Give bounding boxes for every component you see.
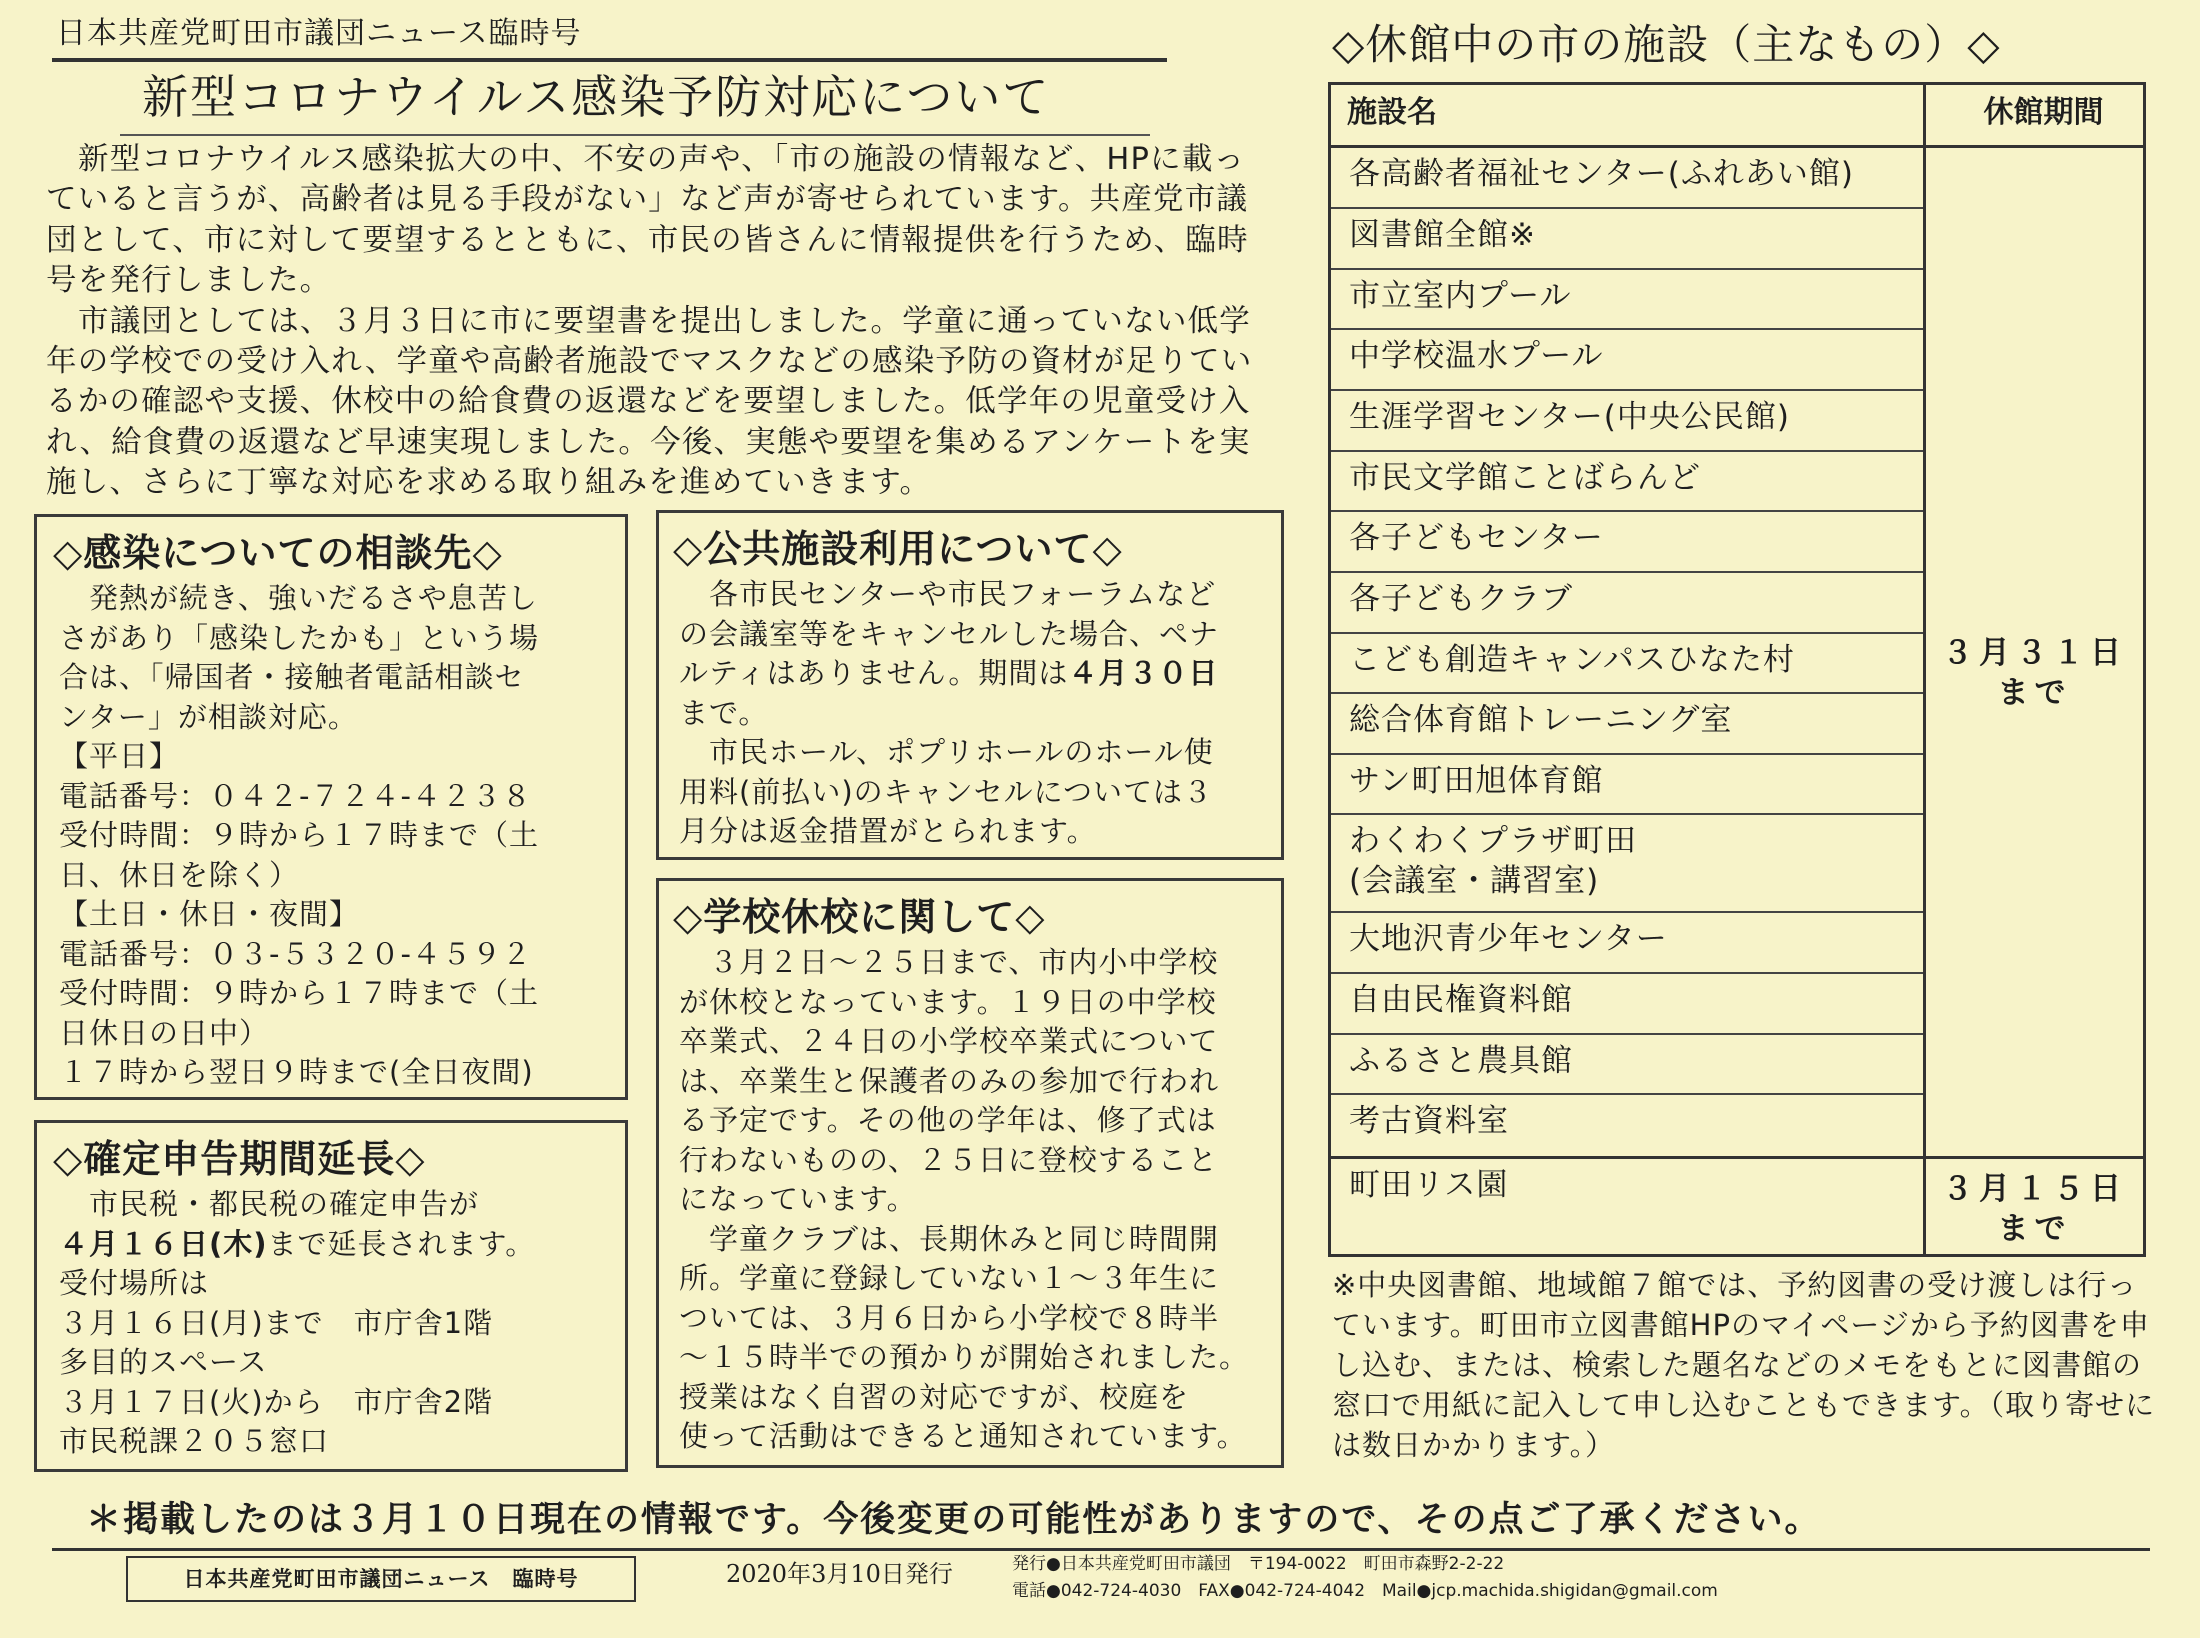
consultation-line: 【平日】 [59, 739, 180, 773]
facility-use-deadline: ４月３０日 [1068, 656, 1219, 690]
info-date-notice: ＊掲載したのは３月１０日現在の情報です。今後変更の可能性がありますので、その点ご了承ください。 [86, 1500, 1822, 1540]
table-row [1331, 815, 1923, 913]
group-separator [1923, 1156, 2143, 1159]
consultation-line: 日、休日を除く） [59, 857, 300, 892]
table-row [1331, 1095, 1923, 1156]
consultation-line: 発熱が続き、強いだるさや息苦し [59, 581, 538, 615]
tax-line: 多目的スペース [59, 1345, 268, 1379]
table-row [1331, 634, 1923, 694]
table-header [1331, 85, 2143, 148]
title-underline [120, 134, 1150, 136]
facility-use-line: 市民ホール、ポプリホールのホール使 [679, 735, 1214, 769]
facility-name: ふるさと農具館 [1349, 1043, 1573, 1079]
issue-title: 日本共産党町田市議団ニュース臨時号 [56, 16, 582, 51]
table-row [1331, 974, 1923, 1035]
facility-name: 生涯学習センター(中央公民館) [1349, 399, 1790, 435]
table-row [1331, 755, 1923, 815]
intro-text [46, 140, 1271, 504]
consultation-title: ◇感染についての相談先◇ [53, 531, 503, 575]
facility-name: サン町田旭体育館 [1349, 763, 1604, 799]
contact-address: 発行●日本共産党町田市議団 〒194-0022 町田市森野2-2-22 [1012, 1554, 1505, 1574]
school-line: 学童クラブは、長期休みと同じ時間開 [679, 1221, 1220, 1256]
facility-name: 中学校温水プール [1349, 338, 1604, 374]
consultation-line: さがあり「感染したかも」という場 [59, 620, 540, 655]
facility-use-line: の会議室等をキャンセルした場合、ペナ [679, 616, 1220, 651]
page-title: 新型コロナウイルス感染予防対応について [142, 70, 1051, 124]
table-row [1331, 452, 1923, 512]
tax-line: ３月１７日(火)から 市庁舎2階 [59, 1384, 494, 1419]
tax-line: 市民税課２０５窓口 [59, 1424, 330, 1458]
table-row [1331, 391, 1923, 452]
facility-name: 各子どもクラブ [1349, 581, 1573, 617]
school-line: 行わないものの、２５日に登校すること [679, 1142, 1218, 1177]
tax-title: ◇確定申告期間延長◇ [53, 1137, 426, 1181]
school-line: 使って活動はできると通知されています。 [679, 1419, 1247, 1453]
facility-name: 総合体育館トレーニング室 [1349, 702, 1733, 738]
tax-line: 市民税・都民税の確定申告が [59, 1187, 480, 1221]
intro-paragraph: 市議団としては、３月３日に市に要望書を提出しました。学童に通っていない低学年の学校での受け入れ、学童や高齢者施設でマスクなどの感染予防の資材が足りているかの確認や支援、休校中の給食費の返還などを要望しました。低学年の児童受け入れ、給食費の返還など早速実現しました。今後、実態や要望を集めるアンケートを実施し、さらに丁寧な対応を求める取り組みを進めていきます。 [46, 303, 1253, 501]
facility-name: 自由民権資料館 [1349, 982, 1573, 1018]
issue-date: 2020年3月10日発行 [726, 1560, 953, 1588]
facility-use-period-line [679, 654, 1265, 694]
table-row [1331, 694, 1923, 755]
facility-use-line: 用料(前払い)のキャンセルについては３ [679, 774, 1214, 809]
facility-name: 町田リス園 [1349, 1167, 1509, 1203]
tax-deadline-rest: まで延長されます。 [267, 1226, 536, 1261]
tax-box [34, 1120, 628, 1472]
closure-period-march-31: ３月３１日 まで [1942, 635, 2127, 711]
school-line: ３月２日～２５日まで、市内小中学校 [679, 945, 1219, 979]
facility-name: 市立室内プール [1349, 278, 1572, 314]
table-row [1331, 209, 1923, 270]
table-row [1331, 1035, 1923, 1095]
library-note: ※中央図書館、地域館７館では、予約図書の受け渡しは行っています。町田市立図書館HPのマイページから予約図書を申し込む、または、検索した題名などのメモをもとに図書館の窓口で用紙に記入して申し込むこともできます。（取り寄せには数日かかります。） [1332, 1268, 2156, 1462]
intro-paragraph: 新型コロナウイルス感染拡大の中、不安の声や、「市の施設の情報など、HPに載っていると言うが、高齢者は見る手段がない」など声が寄せられています。共産党市議団として、市に対して要望するとともに、市民の皆さんに情報提供を行うため、臨時号を発行しました。 [46, 142, 1249, 299]
school-line: ～１５時半での預かりが開始されました。 [679, 1340, 1250, 1374]
table-row [1331, 913, 1923, 974]
school-line: が休校となっています。１９日の中学校 [679, 984, 1217, 1019]
tax-line: ３月１６日(月)まで 市庁舎1階 [59, 1305, 494, 1340]
facility-name: わくわくプラザ町田 (会議室・講習室) [1349, 823, 1637, 899]
consultation-line: 電話番号：０３-５３２０-４５９２ [59, 936, 532, 971]
facility-name: 図書館全館※ [1349, 217, 1536, 253]
consultation-line: 受付時間：９時から１７時まで（土 [59, 976, 540, 1010]
facility-use-box [656, 510, 1284, 860]
school-line: 授業はなく自習の対応ですが、校庭を [679, 1379, 1190, 1414]
consultation-line: 日休日の日中） [59, 1015, 270, 1050]
closure-period-march-15: ３月１５日 まで [1942, 1171, 2127, 1247]
column-header-name: 施設名 [1347, 95, 1437, 130]
facility-name: 市民文学館ことばらんど [1349, 460, 1701, 496]
table-row [1331, 330, 1923, 391]
facility-use-line: 月分は返金措置がとられます。 [679, 814, 1097, 848]
table-row [1331, 573, 1923, 634]
table-row [1331, 1159, 1923, 1255]
table-row [1331, 512, 1923, 573]
facility-name: 各子どもセンター [1349, 520, 1604, 556]
school-line: 所。学童に登録していない１～３年生に [679, 1261, 1220, 1295]
contact-info [1012, 1551, 1718, 1605]
facility-use-line-pre: ルティはありません。期間は [679, 656, 1069, 690]
column-header-period: 休館期間 [1983, 95, 2104, 130]
table-row [1331, 148, 1923, 209]
consultation-line: 受付時間：９時から１７時まで（土 [59, 818, 540, 852]
facility-name: 大地沢青少年センター [1349, 921, 1668, 957]
tax-deadline: ４月１６日(木) [59, 1226, 268, 1261]
facility-name: 各高齢者福祉センター(ふれあい館) [1349, 156, 1854, 192]
contact-phone-mail: 電話●042-724-4030 FAX●042-724-4042 Mail●jcp.machida.shigidan@gmail.com [1012, 1581, 1718, 1601]
header-rule [52, 58, 1167, 62]
consultation-box [34, 514, 628, 1100]
school-line: は、卒業生と保護者のみの参加で行われ [679, 1063, 1220, 1098]
facilities-title: ◇休館中の市の施設（主なもの）◇ [1332, 20, 2001, 69]
facility-name: 考古資料室 [1349, 1103, 1509, 1139]
consultation-line: ンター」が相談対応。 [59, 699, 358, 734]
publication-name: 日本共産党町田市議団ニュース 臨時号 [126, 1556, 636, 1602]
school-closure-title: ◇学校休校に関して◇ [673, 895, 1046, 939]
consultation-line: １７時から翌日９時まで(全日夜間) [59, 1055, 534, 1089]
table-row [1331, 270, 1923, 330]
facilities-table [1328, 82, 2146, 1257]
consultation-line: 電話番号：０４２-７２４-４２３８ [59, 778, 532, 813]
school-closure-box [656, 878, 1284, 1468]
school-line: る予定です。その他の学年は、修了式は [679, 1103, 1217, 1137]
school-line: ついては、３月６日から小学校で８時半 [679, 1300, 1220, 1335]
facility-use-line: まで。 [679, 695, 769, 730]
consultation-line: 合は、「帰国者・接触者電話相談セ [59, 660, 525, 694]
facility-use-line: 各市民センターや市民フォーラムなど [679, 577, 1217, 611]
school-line: 卒業式、２４日の小学校卒業式について [679, 1024, 1219, 1058]
facility-use-title: ◇公共施設利用について◇ [673, 527, 1123, 571]
consultation-line: 【土日・休日・夜間】 [59, 897, 360, 931]
school-line: になっています。 [679, 1182, 917, 1216]
facility-name: こども創造キャンパスひなた村 [1349, 642, 1795, 678]
tax-deadline-line [59, 1225, 609, 1265]
tax-line: 受付場所は [59, 1266, 210, 1300]
